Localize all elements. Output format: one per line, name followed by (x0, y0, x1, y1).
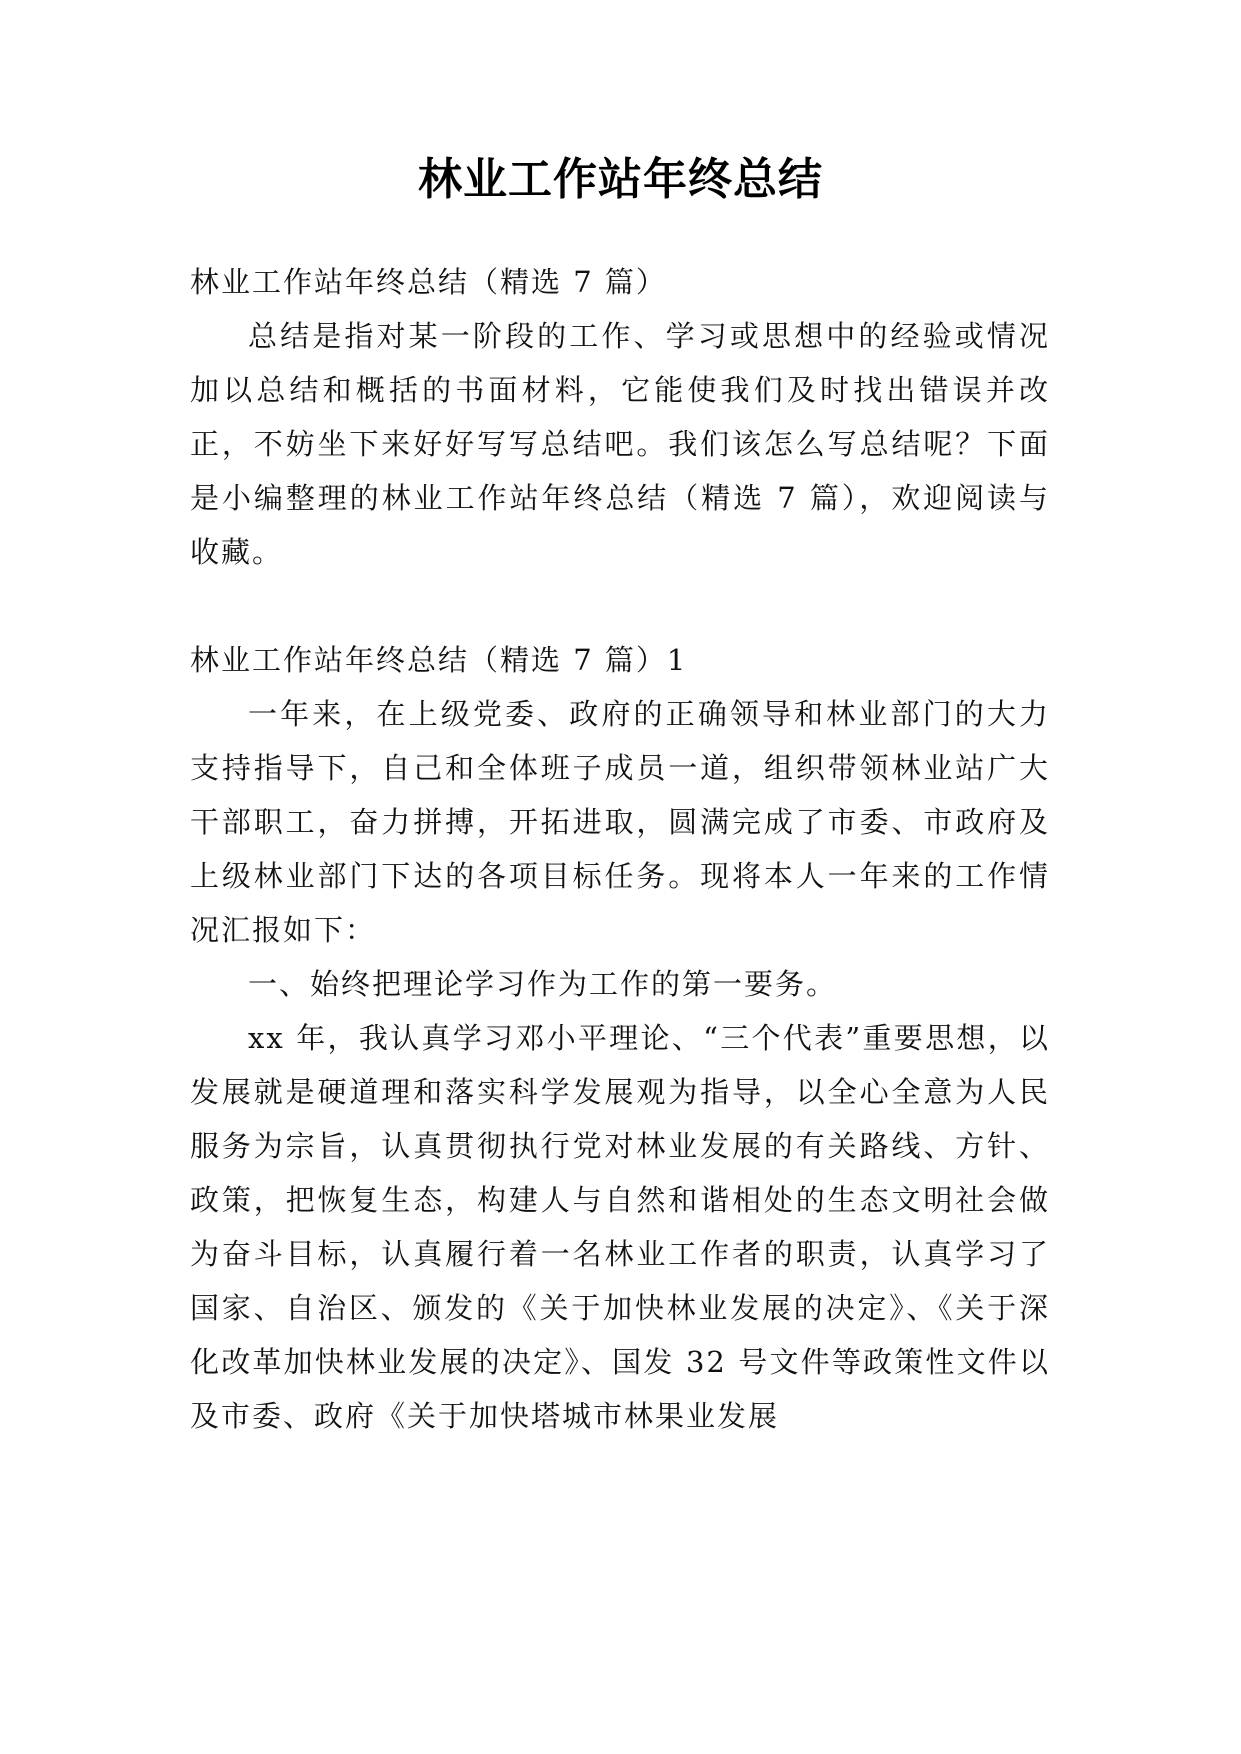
section1-heading: 林业工作站年终总结（精选 7 篇）1 (190, 643, 688, 677)
document-body (190, 255, 1050, 1443)
intro-paragraph: 总结是指对某一阶段的工作、学习或思想中的经验或情况加以总结和概括的书面材料，它能使我们及时找出错误并改正，不妨坐下来好好写写总结吧。我们该怎么写总结呢？下面是小编整理的林业工作站年终总结（精选 7 篇），欢迎阅读与收藏。 (190, 319, 1050, 569)
document-title: 林业工作站年终总结 (418, 154, 823, 205)
section1-paragraph2: xx 年，我认真学习邓小平理论、“三个代表”重要思想，以发展就是硬道理和落实科学发展观为指导，以全心全意为人民服务为宗旨，认真贯彻执行党对林业发展的有关路线、方针、政策，把恢复生态，构建人与自然和谐相处的生态文明社会做为奋斗目标，认真履行着一名林业工作者的职责，认真学习了国家、自治区、颁发的《关于加快林业发展的决定》、《关于深化改革加快林业发展的决定》、国发 32 号文件等政策性文件以及市委、政府《关于加快塔城市林果业发展 (190, 1021, 1050, 1433)
section1-point1: 一、始终把理论学习作为工作的第一要务。 (248, 967, 838, 1001)
intro-heading: 林业工作站年终总结（精选 7 篇） (190, 265, 667, 299)
section1-paragraph1: 一年来，在上级党委、政府的正确领导和林业部门的大力支持指导下，自己和全体班子成员一道，组织带领林业站广大干部职工，奋力拼搏，开拓进取，圆满完成了市委、市政府及上级林业部门下达的各项目标任务。现将本人一年来的工作情况汇报如下： (190, 697, 1050, 947)
